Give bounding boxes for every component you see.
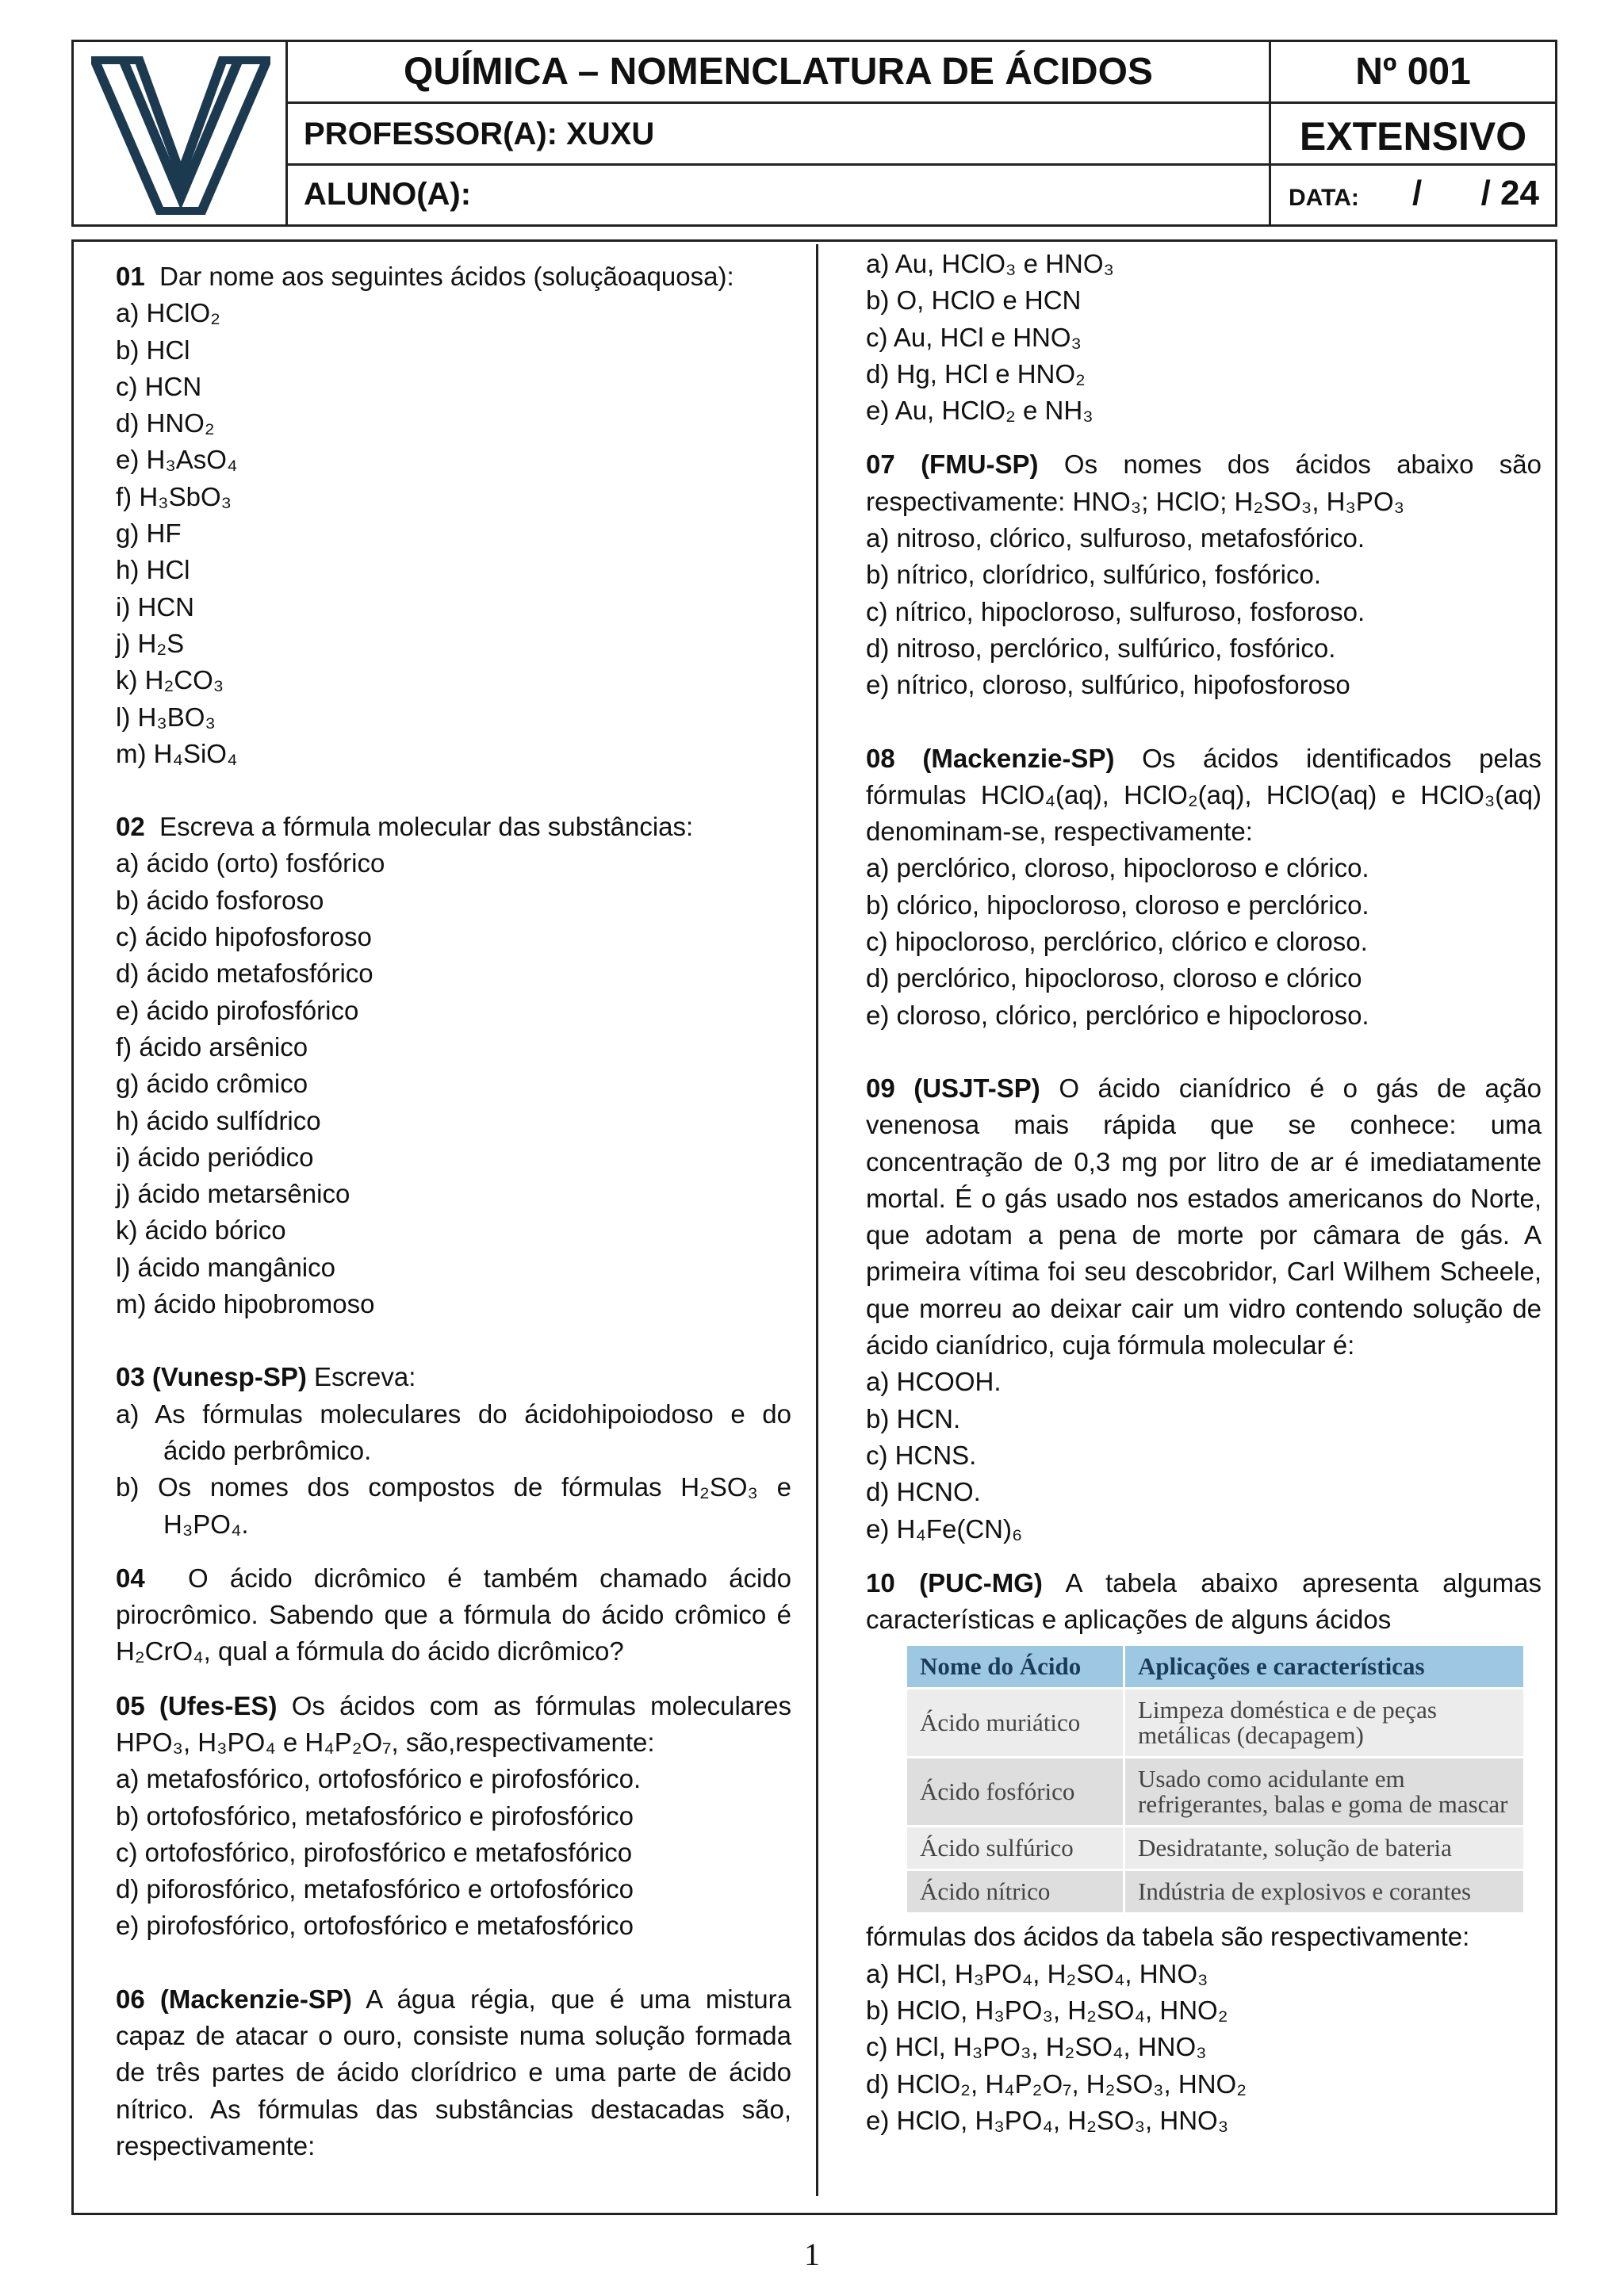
table-cell: Ácido fosfórico bbox=[907, 1758, 1124, 1827]
question-stem: 10 (PUC-MG) A tabela abaixo apresenta algumas características e aplicações de alguns ácidos bbox=[866, 1567, 1542, 1635]
option: b) Os nomes dos compostos de fórmulas H₂SO₃ e H₃PO₄. bbox=[116, 1472, 791, 1539]
question-continuation: fórmulas dos ácidos da tabela são respectivamente: bbox=[866, 1922, 1470, 1952]
question-stem: 04 O ácido dicrômico é também chamado ácido pirocrômico. Sabendo que a fórmula do ácido crômico é H₂CrO₄, qual a fórmula do ácido dicrômico? bbox=[116, 1563, 791, 1667]
question-stem: 07 (FMU-SP) Os nomes dos ácidos abaixo são respectivamente: HNO₃; HClO; H₂SO₃, H₃PO₃ bbox=[866, 450, 1542, 516]
question-number: 04 bbox=[116, 1563, 145, 1593]
column-divider bbox=[816, 244, 818, 2196]
option: a) HCl, H₃PO₄, H₂SO₄, HNO₃ bbox=[866, 1958, 1208, 1988]
table-cell: Ácido sulfúrico bbox=[907, 1827, 1124, 1870]
option: a) ácido (orto) fosfórico bbox=[116, 848, 385, 878]
question-09 bbox=[866, 1070, 1542, 1548]
date-slash[interactable]: / bbox=[1412, 174, 1423, 212]
question-07 bbox=[866, 446, 1542, 703]
option: j) H₂S bbox=[116, 628, 185, 658]
option: f) ácido arsênico bbox=[116, 1031, 308, 1062]
table-row bbox=[907, 1827, 1523, 1870]
option: a) HCOOH. bbox=[866, 1367, 1002, 1397]
table-cell: Ácido nítrico bbox=[907, 1870, 1124, 1913]
option: b) HClO, H₃PO₃, H₂SO₄, HNO₂ bbox=[866, 1995, 1228, 2025]
question-08 bbox=[866, 740, 1542, 1034]
question-stem: 08 (Mackenzie-SP) Os ácidos identificados pelas fórmulas HClO₄(aq), HClO₂(aq), HClO(aq) e HClO₃(aq) denominam-se, respectivamente: bbox=[866, 743, 1542, 847]
question-stem: 06 (Mackenzie-SP) A água régia, que é uma mistura capaz de atacar o ouro, consiste numa solução formada de três partes de ácido clorídrico e uma parte de ácido nítrico. As fórmulas das substâncias destacadas são, respectivamente: bbox=[116, 1984, 792, 2160]
option: d) ácido metafosfórico bbox=[116, 959, 373, 989]
table-cell: Indústria de explosivos e corantes bbox=[1124, 1870, 1524, 1913]
table-row bbox=[907, 1689, 1523, 1758]
table-cell: Ácido muriático bbox=[907, 1689, 1124, 1758]
question-head: 05 (Ufes-ES) bbox=[116, 1690, 278, 1720]
question-number: 02 bbox=[116, 812, 145, 842]
option: l) H₃BO₃ bbox=[116, 702, 216, 732]
question-stem: 09 (USJT-SP) O ácido cianídrico é o gás de ação venenosa mais rápida que se conhece: uma concentração de 0,3 mg por litro de ar é imediatamente mortal. É o gás usado nos estados americanos do Norte, que adotam a pena de morte por câmara de gás. A primeira vítima foi seu descobridor, Carl Wilhem Scheele, que morreu ao deixar cair um vidro contendo solução de ácido cianídrico, cuja fórmula molecular é: bbox=[866, 1073, 1542, 1360]
question-03 bbox=[116, 1359, 791, 1542]
date-label: DATA: bbox=[1289, 185, 1359, 211]
question-head: 09 (USJT-SP) bbox=[866, 1073, 1040, 1103]
header-row-professor bbox=[288, 104, 1555, 166]
question-stem: 05 (Ufes-ES) Os ácidos com as fórmulas moleculares HPO₃, H₃PO₄ e H₄P₂O₇, são,respectivamente: bbox=[116, 1690, 792, 1757]
student-field[interactable]: ALUNO(A): bbox=[304, 177, 472, 212]
date-year[interactable]: / 24 bbox=[1480, 174, 1539, 212]
question-stem: 03 (Vunesp-SP) Escreva: bbox=[116, 1362, 416, 1392]
question-number: 01 bbox=[116, 262, 145, 291]
option: d) nitroso, perclórico, sulfúrico, fosfórico. bbox=[866, 633, 1336, 663]
option: d) HClO₂, H₄P₂O₇, H₂SO₃, HNO₂ bbox=[866, 2068, 1247, 2099]
option: c) HCl, H₃PO₃, H₂SO₄, HNO₃ bbox=[866, 2032, 1207, 2062]
table-header-cell: Nome do Ácido bbox=[907, 1646, 1124, 1689]
table-row bbox=[907, 1758, 1523, 1827]
header-row-title bbox=[288, 42, 1555, 104]
sheet-number: Nº 001 bbox=[1355, 51, 1471, 93]
question-head: 07 (FMU-SP) bbox=[866, 450, 1039, 480]
question-06 bbox=[116, 1981, 791, 2164]
logo-icon bbox=[91, 56, 270, 215]
table-cell: Usado como acidulante em refrigerantes, balas e goma de mascar bbox=[1124, 1758, 1524, 1827]
question-06-options bbox=[866, 246, 1542, 429]
question-head: 08 (Mackenzie-SP) bbox=[866, 743, 1115, 773]
logo-cell bbox=[74, 42, 288, 224]
option: d) Hg, HCl e HNO₂ bbox=[866, 358, 1086, 388]
question-head: 03 (Vunesp-SP) bbox=[116, 1362, 307, 1392]
option: e) Au, HClO₂ e NH₃ bbox=[866, 396, 1094, 426]
option: b) HCN. bbox=[866, 1403, 961, 1433]
option: d) perclórico, hipocloroso, cloroso e clórico bbox=[866, 963, 1362, 993]
option: d) HNO₂ bbox=[116, 408, 215, 438]
option: b) nítrico, clorídrico, sulfúrico, fosfórico. bbox=[866, 560, 1322, 590]
option: i) ácido periódico bbox=[116, 1142, 314, 1172]
question-head: 06 (Mackenzie-SP) bbox=[116, 1984, 352, 2014]
table-cell: Limpeza doméstica e de peças metálicas (decapagem) bbox=[1124, 1689, 1524, 1758]
option: b) ortofosfórico, metafosfórico e pirofosfórico bbox=[116, 1800, 634, 1831]
option: h) ácido sulfídrico bbox=[116, 1105, 321, 1135]
option: k) H₂CO₃ bbox=[116, 665, 224, 695]
question-02 bbox=[116, 809, 791, 1322]
option: b) HCl bbox=[116, 335, 190, 365]
left-column bbox=[116, 258, 791, 2164]
option: a) HClO₂ bbox=[116, 298, 220, 328]
option: m) ácido hipobromoso bbox=[116, 1289, 375, 1319]
option: a) As fórmulas moleculares do ácidohipoiodoso e do ácido perbrômico. bbox=[116, 1399, 791, 1465]
option: j) ácido metarsênico bbox=[116, 1179, 350, 1209]
question-stem: 02 Escreva a fórmula molecular das substâncias: bbox=[116, 812, 694, 842]
option: c) nítrico, hipocloroso, sulfuroso, fosforoso. bbox=[866, 596, 1365, 626]
option: a) Au, HClO₃ e HNO₃ bbox=[866, 249, 1114, 278]
option: d) HCNO. bbox=[866, 1477, 981, 1507]
question-05 bbox=[116, 1688, 791, 1945]
option: e) H₄Fe(CN)₆ bbox=[866, 1513, 1023, 1544]
professor-label: PROFESSOR(A): XUXU bbox=[304, 117, 655, 151]
option: e) nítrico, cloroso, sulfúrico, hipofosforoso bbox=[866, 670, 1350, 700]
option: b) clórico, hipocloroso, cloroso e perclórico. bbox=[866, 890, 1369, 920]
option: c) HCNS. bbox=[866, 1440, 977, 1470]
option: e) ácido pirofosfórico bbox=[116, 995, 359, 1025]
option: e) H₃AsO₄ bbox=[116, 445, 238, 475]
page-title: QUÍMICA – NOMENCLATURA DE ÁCIDOS bbox=[404, 51, 1153, 93]
header bbox=[71, 40, 1557, 227]
question-01 bbox=[116, 258, 791, 772]
option: l) ácido mangânico bbox=[116, 1252, 335, 1282]
option: c) ortofosfórico, pirofosfórico e metafosfórico bbox=[116, 1837, 633, 1867]
question-head: 10 (PUC-MG) bbox=[866, 1567, 1043, 1598]
acids-table bbox=[907, 1646, 1523, 1912]
table-header-cell: Aplicações e características bbox=[1124, 1646, 1524, 1689]
right-column bbox=[866, 246, 1542, 2139]
question-04 bbox=[116, 1560, 791, 1670]
header-row-student bbox=[288, 166, 1555, 224]
option: g) HF bbox=[116, 519, 182, 549]
table-header-row bbox=[907, 1646, 1523, 1689]
option: b) O, HClO e HCN bbox=[866, 285, 1082, 316]
page-number: 1 bbox=[804, 2237, 820, 2272]
option: c) Au, HCl e HNO₃ bbox=[866, 322, 1082, 352]
option: c) ácido hipofosforoso bbox=[116, 922, 372, 952]
option: b) ácido fosforoso bbox=[116, 885, 324, 915]
option: c) hipocloroso, perclórico, clórico e cloroso. bbox=[866, 927, 1368, 957]
table-cell: Desidratante, solução de bateria bbox=[1124, 1827, 1524, 1870]
course-label: EXTENSIVO bbox=[1299, 114, 1527, 159]
option: a) perclórico, cloroso, hipocloroso e clórico. bbox=[866, 853, 1369, 883]
option: c) HCN bbox=[116, 371, 202, 401]
option: f) H₃SbO₃ bbox=[116, 481, 232, 511]
table-row bbox=[907, 1870, 1523, 1913]
option: d) piforosfórico, metafosfórico e ortofosfórico bbox=[116, 1874, 634, 1904]
option: g) ácido crômico bbox=[116, 1069, 308, 1099]
option: h) HCl bbox=[116, 555, 190, 585]
option: e) cloroso, clórico, perclórico e hipocloroso. bbox=[866, 1000, 1369, 1030]
option: m) H₄SiO₄ bbox=[116, 738, 238, 768]
option: a) nitroso, clórico, sulfuroso, metafosfórico. bbox=[866, 523, 1365, 553]
option: e) HClO, H₃PO₄, H₂SO₃, HNO₃ bbox=[866, 2105, 1229, 2135]
question-10 bbox=[866, 1565, 1542, 2139]
option: k) ácido bórico bbox=[116, 1215, 286, 1246]
option: i) HCN bbox=[116, 591, 194, 622]
question-stem: 01 Dar nome aos seguintes ácidos (soluçãoaquosa): bbox=[116, 262, 734, 291]
option: e) pirofosfórico, ortofosfórico e metafosfórico bbox=[116, 1911, 634, 1941]
option: a) metafosfórico, ortofosfórico e pirofosfórico. bbox=[116, 1764, 642, 1794]
